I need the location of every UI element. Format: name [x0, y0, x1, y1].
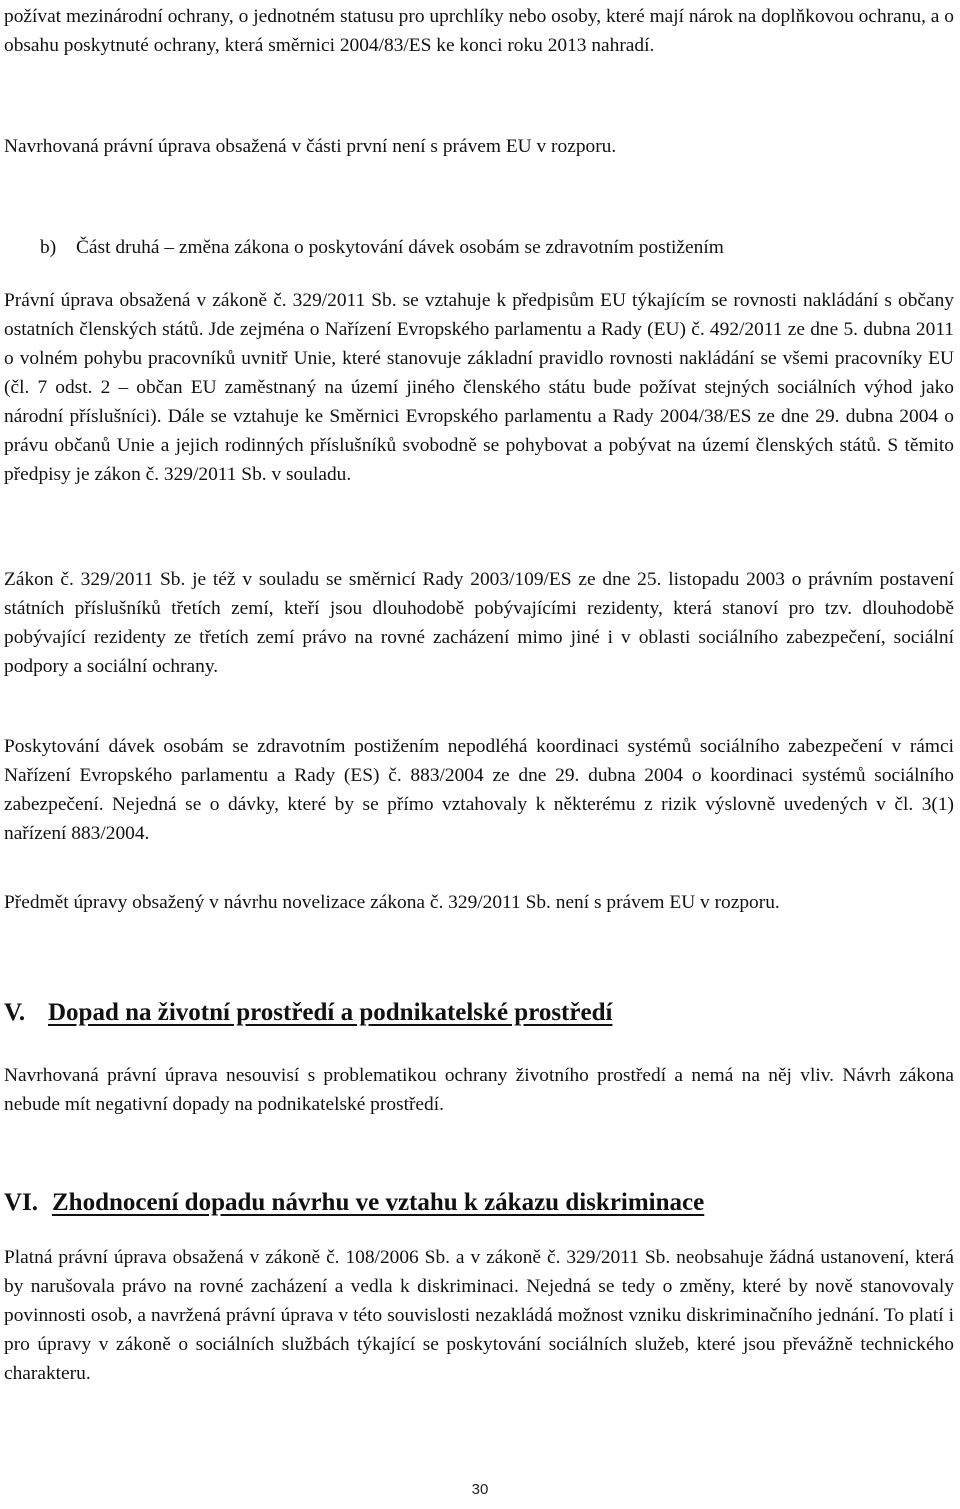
paragraph-pravni-uprava: Právní úprava obsažená v zákoně č. 329/2011 Sb. se vztahuje k předpisům EU týkajícím se rovnosti nakládání s občany ostatních členských států. Jde zejména o Nařízení Evropského parlamentu a Rady (EU) č. 492/2011 ze dne 5. dubna 2011 o volném pohybu pracovníků uvnitř Unie, které stanovuje základní pravidlo rovnosti nakládání se všemi pracovníky EU (čl. 7 odst. 2 – občan EU zaměstnaný na území jiného členského státu bude požívat stejných sociálních výhod jako národní příslušníci). Dále se vztahuje ke Směrnici Evropského parlamentu a Rady 2004/38/ES ze dne 29. dubna 2004 o právu občanů Unie a jejich rodinných příslušníků svobodně se pohybovat a pobývat na území členských států. S těmito předpisy je zákon č. 329/2011 Sb. v souladu. [4, 290, 954, 485]
section-vi-title: Zhodnocení dopadu návrhu ve vztahu k zákazu diskriminace [52, 1189, 705, 1216]
subsection-b-title: Část druhá – změna zákona o poskytování dávek osobám se zdravotním postižením [76, 237, 724, 258]
section-v-heading [4, 997, 954, 1029]
paragraph-zakon: Zákon č. 329/2011 Sb. je též v souladu se směrnicí Rady 2003/109/ES ze dne 25. listopadu 2003 o právním postavení státních příslušníků třetích zemí, kteří jsou dlouhodobě pobývajícími rezidenty, která stanoví pro tzv. dlouhodobě pobývající rezidenty ze třetích zemí právo na rovné zacházení mimo jiné i v oblasti sociálního zabezpečení, sociální podpory a sociální ochrany. [4, 569, 954, 677]
subsection-b-heading [40, 233, 954, 262]
section-vi-heading [4, 1187, 954, 1219]
section-vi-number: VI. [4, 1189, 39, 1216]
page-number: 30 [471, 1481, 489, 1498]
subsection-b-label: b) [40, 237, 57, 258]
paragraph-diskriminace: Platná právní úprava obsažená v zákoně č. 108/2006 Sb. a v zákoně č. 329/2011 Sb. neobsahuje žádná ustanovení, která by narušovala právo na rovné zacházení a vedla k diskriminaci. Nejedná se tedy o změny, které by nově stanovovaly povinnosti osob, a navržená právní úprava v této souvislosti nezakládá možnost vzniku diskriminačního jednání. To platí i pro úpravy v zákoně o sociálních službách týkající se poskytování sociálních služeb, které jsou převážně technického charakteru. [4, 1247, 954, 1384]
paragraph-eu-compatibility-part1: Navrhovaná právní úprava obsažená v části první není s právem EU v rozporu. [4, 136, 617, 157]
paragraph-intro: požívat mezinárodní ochrany, o jednotném statusu pro uprchlíky nebo osoby, které mají nárok na doplňkovou ochranu, a o obsahu poskytnuté ochrany, která směrnici 2004/83/ES ke konci roku 2013 nahradí. [4, 6, 954, 56]
paragraph-zivotni-prostredi: Navrhovaná právní úprava nesouvisí s problematikou ochrany životního prostředí a nemá na něj vliv. Návrh zákona nebude mít negativní dopady na podnikatelské prostředí. [4, 1065, 954, 1115]
section-v-title: Dopad na životní prostředí a podnikatelské prostředí [48, 999, 613, 1026]
paragraph-predmet-upravy: Předmět úpravy obsažený v návrhu novelizace zákona č. 329/2011 Sb. není s právem EU v rozporu. [4, 892, 780, 913]
paragraph-poskytovani-davek: Poskytování dávek osobám se zdravotním postižením nepodléhá koordinaci systémů sociálního zabezpečení v rámci Nařízení Evropského parlamentu a Rady (ES) č. 883/2004 ze dne 29. dubna 2004 o koordinaci systémů sociálního zabezpečení. Nejedná se o dávky, které by se přímo vztahovaly k některému z rizik výslovně uvedených v čl. 3(1) nařízení 883/2004. [4, 736, 954, 844]
section-v-number: V. [4, 999, 26, 1026]
